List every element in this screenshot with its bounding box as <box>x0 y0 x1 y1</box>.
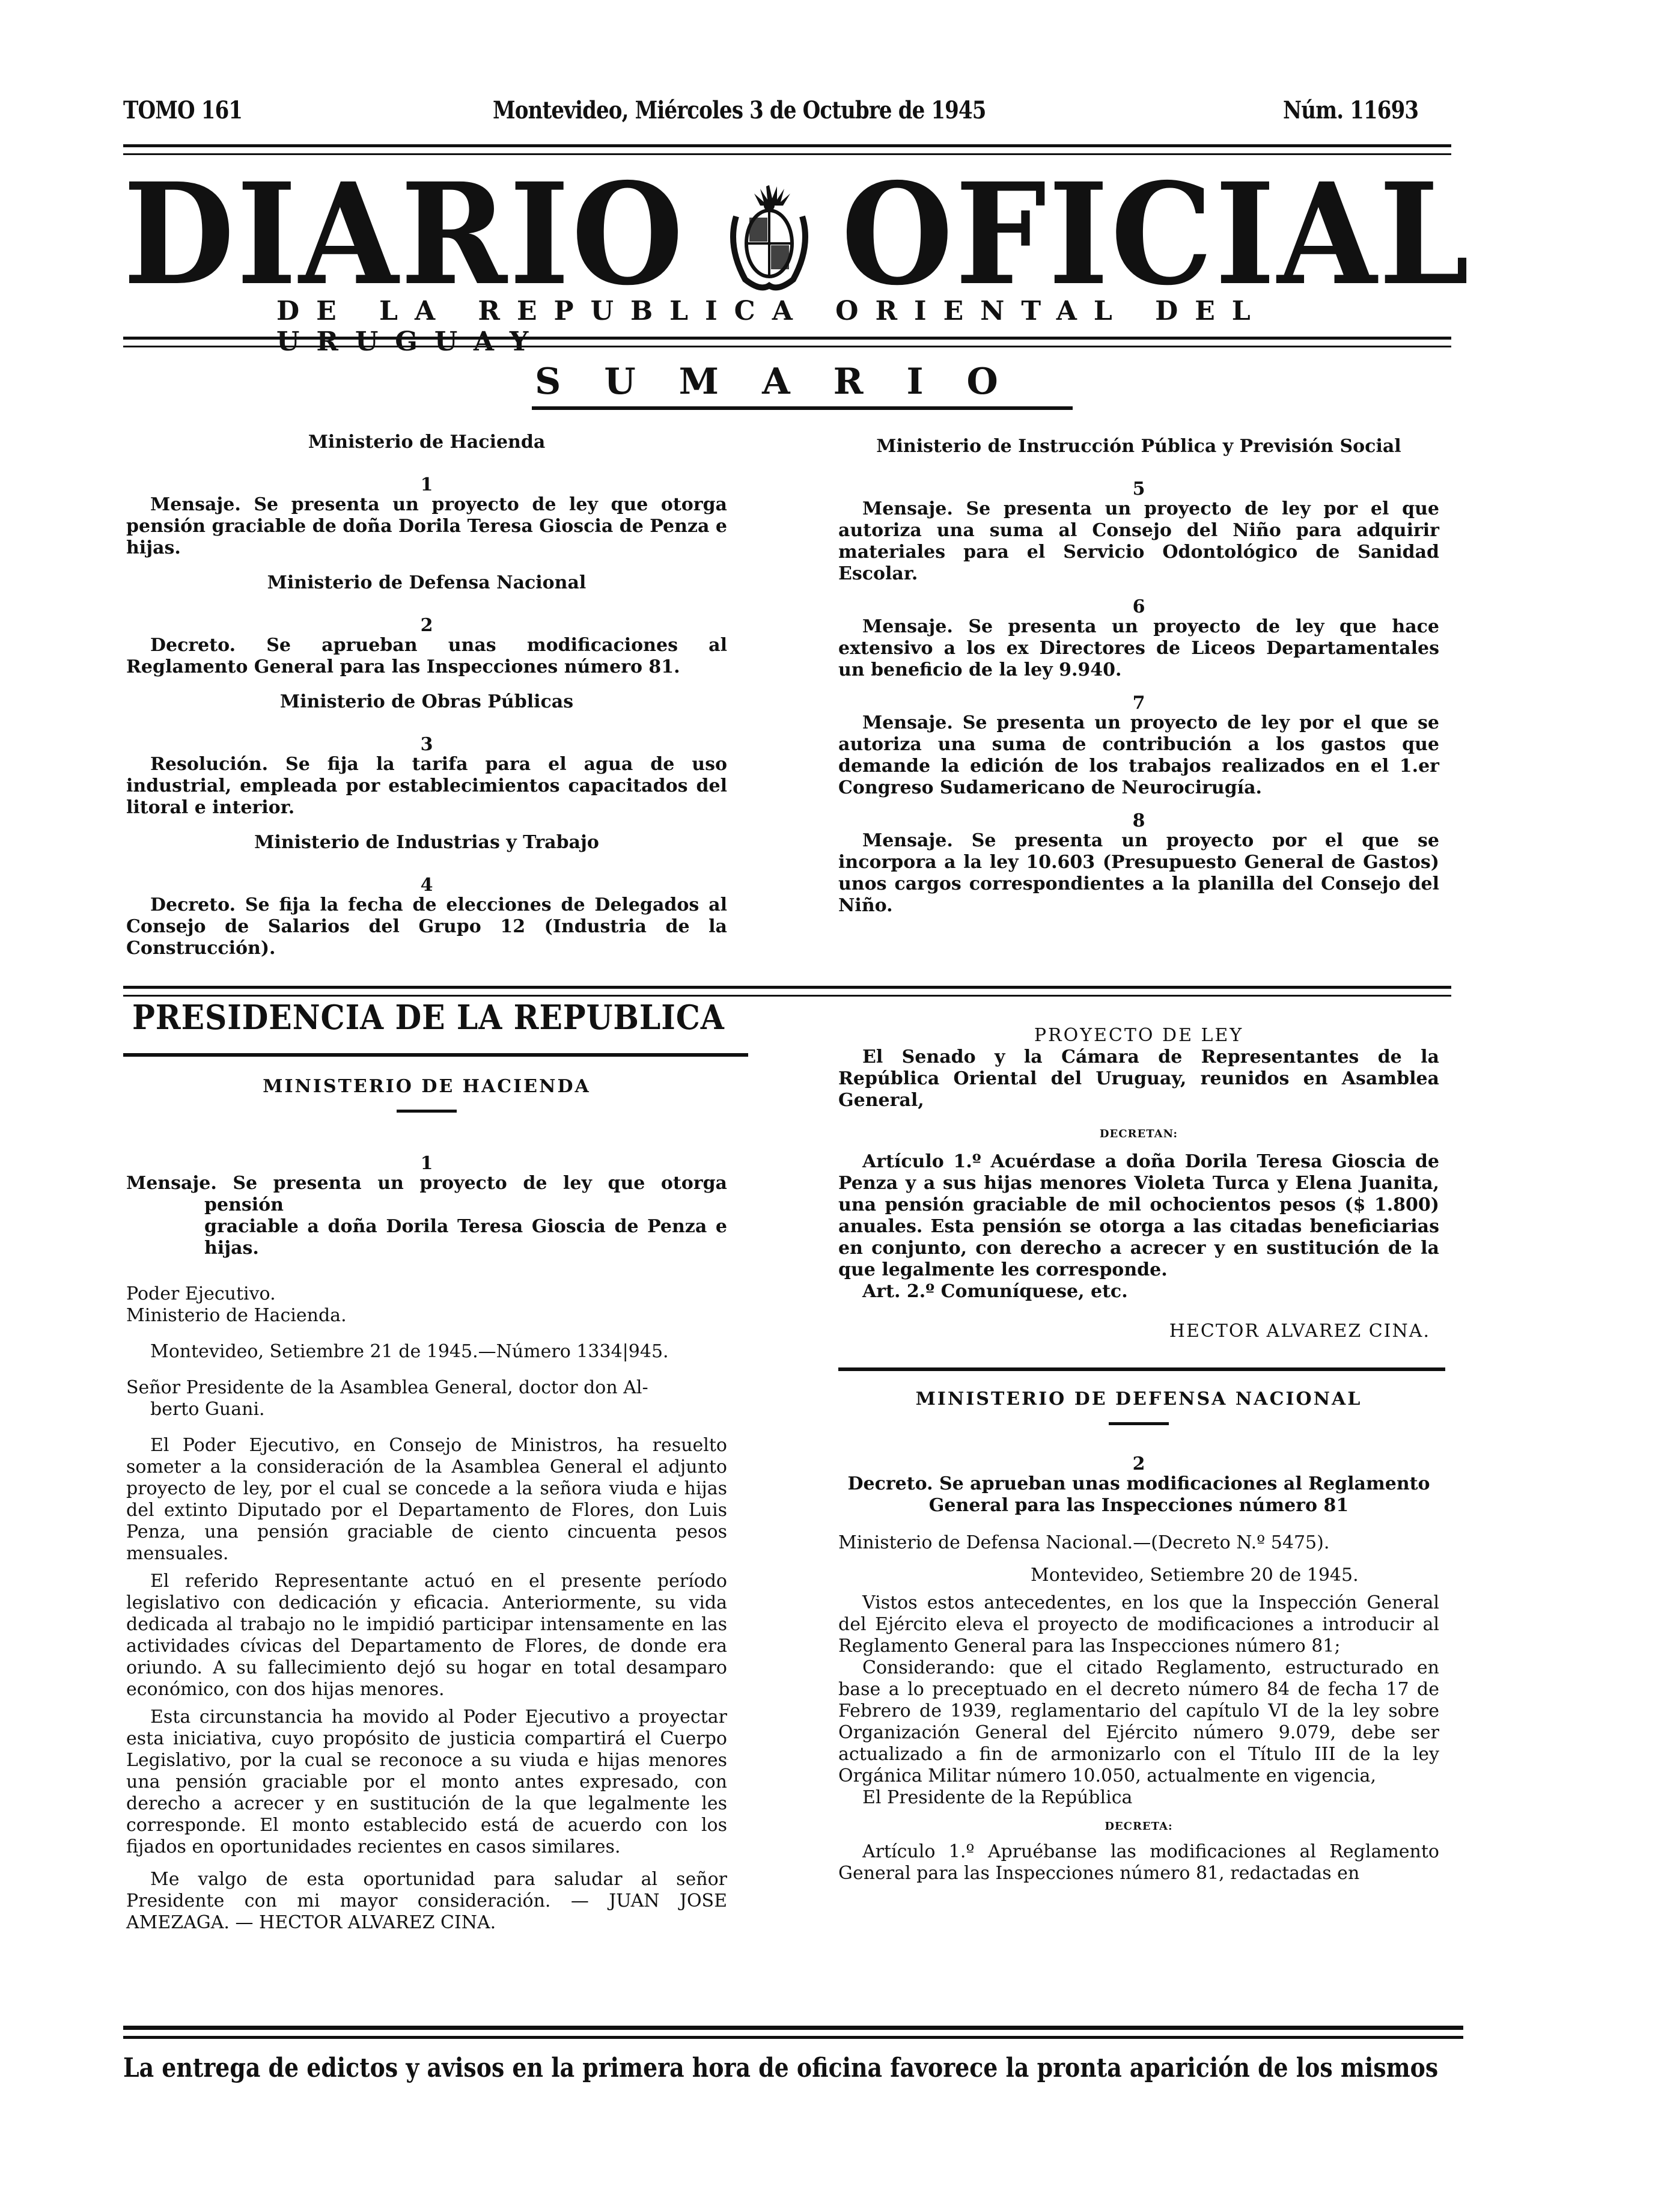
sender-line: Poder Ejecutivo. <box>126 1283 276 1304</box>
ministry-heading: Ministerio de Industrias y Trabajo <box>254 832 599 853</box>
message-closing: Me valgo de esta oportunidad para saludar al señor Presidente con mi mayor consideración. — JUAN JOSE AMEZAGA. — HECTOR ALVAREZ CINA. <box>126 1869 727 1933</box>
sumario-entry <box>126 572 727 678</box>
issue-number: Núm. 11693 <box>1283 96 1419 124</box>
item-summary: Mensaje. Se presenta un proyecto de ley que hace extensivo a los ex Directores de Liceos Departamentales un beneficio de la ley 9.940. <box>838 616 1439 680</box>
item-number: 1 <box>420 1153 433 1174</box>
item-summary: Decreto. Se aprueban unas modificaciones al Reglamento General para las Inspecciones número 81. <box>126 635 727 677</box>
ministry-heading: Ministerio de Instrucción Pública y Previsión Social <box>876 436 1401 457</box>
decree-reference: Ministerio de Defensa Nacional.—(Decreto N.º 5475). <box>838 1532 1330 1553</box>
item-number: 8 <box>1132 810 1145 831</box>
section-divider-rule <box>838 1367 1445 1371</box>
presidencia-heading: PRESIDENCIA DE LA REPUBLICA <box>132 998 725 1037</box>
proyecto-heading: PROYECTO DE LEY <box>1034 1025 1244 1046</box>
coat-of-arms-icon <box>724 180 814 295</box>
item-summary: Resolución. Se fija la tarifa para el agua de uso industrial, empleada por establecimientos capacitados del litoral e interior. <box>126 754 727 818</box>
presidencia-underline <box>123 1053 748 1057</box>
message-dateline: Montevideo, Setiembre 21 de 1945.—Número 1334|945. <box>150 1341 669 1362</box>
item-summary: Mensaje. Se presenta un proyecto de ley por el que autoriza una suma al Consejo del Niño para adquirir materiales para el Servicio Odontológico de Sanidad Escolar. <box>838 498 1439 584</box>
signature: HECTOR ALVAREZ CINA. <box>1169 1321 1430 1342</box>
decretan-label: DECRETAN: <box>1099 1128 1178 1140</box>
item-number: 5 <box>1132 478 1145 500</box>
message-paragraph: Esta circunstancia ha movido al Poder Ejecutivo a proyectar esta iniciativa, cuyo propósito de justicia compartirá el Cuerpo Legislativo, por la cual se reconoce a su viuda e hijas menores una pensión graciable por el monto antes expresado, con derecho a acrecer y en sustitución de la que legalmente les corresponde. El monto establecido está de acuerdo con los fijados en oportunidades recientes en casos similares. <box>126 1706 727 1857</box>
message-paragraph: El Poder Ejecutivo, en Consejo de Ministros, ha resuelto someter a la consideración de la Asamblea General el adjunto proyecto de ley, por el cual se concede a la señora viuda e hijas del extinto Diputado por el Departamento de Flores, don Luis Penza, una pensión graciable de ciento cincuenta pesos mensuales. <box>126 1435 727 1564</box>
sumario-underline <box>532 406 1073 410</box>
sumario-entry <box>126 691 727 819</box>
item-number: 6 <box>1132 596 1145 617</box>
presidencia-column <box>126 1076 727 1934</box>
message-paragraph: El referido Representante actuó en el presente período legislativo con dedicación y eficacia. Anteriormente, su vida dedicada al trabajo no le impidió participar intensamente en las actividades cívicas del Departamento de Flores, de donde era oriundo. A su fallecimiento dejó su hogar en total desamparo económico, con dos hijas menores. <box>126 1571 727 1700</box>
article-2: Art. 2.º Comuníquese, etc. <box>862 1281 1128 1302</box>
proyecto-intro: El Senado y la Cámara de Representantes de la República Oriental del Uruguay, reunidos en Asamblea General, <box>838 1046 1439 1111</box>
sumario-entry <box>126 432 727 559</box>
defensa-column <box>838 1389 1439 1884</box>
item-number: 2 <box>1132 1453 1145 1474</box>
ministry-heading: MINISTERIO DE HACIENDA <box>263 1076 591 1097</box>
sender-line: Ministerio de Hacienda. <box>126 1305 347 1326</box>
masthead-subtitle: DE LA REPUBLICA ORIENTAL DEL URUGUAY <box>276 296 1267 357</box>
item-number: 4 <box>420 875 433 896</box>
masthead-title <box>123 152 1472 316</box>
masthead-bottom-rule <box>123 337 1451 347</box>
article-1: Artículo 1.º Acuérdase a doña Dorila Teresa Gioscia de Penza y a sus hijas menores Violeta Turca y Elena Juanita, una pensión graciable de mil ochocientos pesos ($ 1.800) anuales. Esta pensión se otorga a las citadas beneficiarias en conjunto, con derecho a acrecer y en sustitución de la que legalmente les corresponde. <box>838 1151 1439 1280</box>
message-summary-lead: Mensaje. Se presenta un proyecto de ley que otorga pensión <box>126 1173 727 1215</box>
item-summary: Mensaje. Se presenta un proyecto de ley por el que se autoriza una suma de contribución a los gastos que demande la edición de los trabajos realizados en el 1.er Congreso Sudamericano de Neurocirugía. <box>838 712 1439 798</box>
sumario-heading: SUMARIO <box>535 361 1041 403</box>
decree-considerando: Considerando: que el citado Reglamento, estructurado en base a lo preceptuado en el decreto número 84 de fecha 17 de Febrero de 1939, reglamentario del capítulo VI de la ley sobre Organización General del Ejército número 9.079, debe ser actualizado a fin de armonizarlo con el Título III de la ley Orgánica Militar número 10.050, actualmente en vigencia, <box>838 1657 1439 1786</box>
decree-summary: Decreto. Se aprueban unas modificaciones al Reglamento General para las Inspecciones número 81 <box>847 1473 1430 1516</box>
decree-presidente: El Presidente de la República <box>862 1787 1133 1808</box>
decree-vistos: Vistos estos antecedentes, en los que la Inspección General del Ejército eleva el proyecto de modificaciones a introducir al Reglamento General para las Inspecciones número 81; <box>838 1592 1439 1657</box>
item-number: 3 <box>420 734 433 755</box>
addressee-line: Señor Presidente de la Asamblea General, doctor don Al- <box>126 1377 648 1398</box>
item-summary: Mensaje. Se presenta un proyecto de ley que otorga pensión graciable de doña Dorila Teresa Gioscia de Penza e hijas. <box>126 494 727 558</box>
item-number: 1 <box>420 474 433 495</box>
sumario-right-column <box>838 436 1439 917</box>
decree-dateline: Montevideo, Setiembre 20 de 1945. <box>1031 1565 1359 1586</box>
message-summary-rest: graciable a doña Dorila Teresa Gioscia de Penza e hijas. <box>204 1216 727 1259</box>
decree-article-1: Artículo 1.º Apruébanse las modificaciones al Reglamento General para las Inspecciones número 81, redactadas en <box>838 1841 1439 1884</box>
item-number: 2 <box>420 615 433 636</box>
item-summary: Decreto. Se fija la fecha de elecciones de Delegados al Consejo de Salarios del Grupo 12 (Industria de la Construcción). <box>126 894 727 959</box>
section-divider-rule <box>123 986 1451 997</box>
item-number: 7 <box>1132 692 1145 713</box>
proyecto-column <box>838 1025 1439 1342</box>
ministry-heading: MINISTERIO DE DEFENSA NACIONAL <box>915 1389 1362 1410</box>
footer-rule <box>123 2026 1463 2039</box>
sumario-entry <box>126 832 727 959</box>
ministry-heading: Ministerio de Obras Públicas <box>279 691 574 712</box>
item-summary: Mensaje. Se presenta un proyecto por el que se incorpora a la ley 10.603 (Presupuesto General de Gastos) unos cargos correspondientes a la planilla del Consejo del Niño. <box>838 830 1439 916</box>
addressee-line: berto Guani. <box>150 1399 265 1420</box>
issue-date: Montevideo, Miércoles 3 de Octubre de 1945 <box>493 96 986 124</box>
title-oficial: OFICIAL <box>841 152 1472 316</box>
sumario-left-column <box>126 432 727 959</box>
volume-number: TOMO 161 <box>123 96 243 124</box>
footer-notice: La entrega de edictos y avisos en la primera hora de oficina favorece la pronta aparición de los mismos <box>123 2053 1439 2083</box>
ministry-heading: Ministerio de Defensa Nacional <box>267 572 587 593</box>
title-diario: DIARIO <box>123 152 686 316</box>
decreta-label: DECRETA: <box>1105 1820 1173 1833</box>
masthead-topline <box>123 96 1445 132</box>
ministry-heading: Ministerio de Hacienda <box>308 432 546 453</box>
